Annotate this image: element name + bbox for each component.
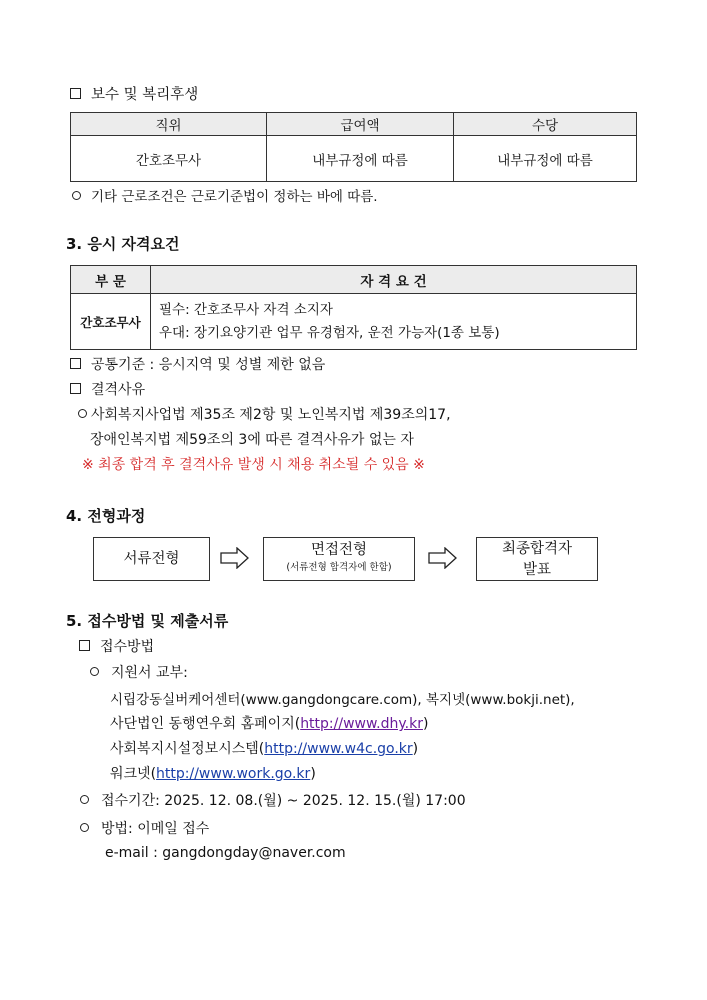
step-interview-label: 면접전형 [310, 542, 368, 558]
section5-title: 5. 접수방법 및 제출서류 [66, 612, 229, 630]
section4-title: 4. 전형과정 [66, 507, 146, 525]
square-bullet-icon [70, 88, 81, 99]
cancellation-warning: ※ 최종 합격 후 결격사유 발생 시 채용 취소될 수 있음 ※ [82, 457, 425, 473]
circle-bullet-icon [78, 409, 87, 418]
pay-header-allowance: 수당 [454, 113, 637, 136]
application-label: 지원서 교부: [90, 662, 188, 682]
square-bullet-icon [70, 383, 81, 394]
pay-header-position: 직위 [71, 113, 267, 136]
w4c-link[interactable]: http://www.w4c.go.kr [264, 741, 413, 757]
qual-req-required: 필수: 간호조무사 자격 소지자 [159, 301, 333, 318]
common-criteria: 공통기준 : 응시지역 및 성별 제한 없음 [70, 354, 325, 374]
contact-email: e-mail : gangdongday@naver.com [105, 845, 346, 861]
distribution-line1: 시립강동실버케어센터(www.gangdongcare.com), 복지넷(www.bokji.net), [110, 692, 575, 708]
circle-bullet-icon [80, 795, 89, 804]
square-bullet-icon [70, 358, 81, 369]
circle-bullet-icon [90, 667, 99, 676]
pay-cell-allowance: 내부규정에 따름 [454, 136, 637, 182]
qual-cell-req [151, 294, 637, 350]
step-interview-note: (서류전형 합격자에 한함) [286, 562, 392, 573]
disqualification-line1: 사회복지사업법 제35조 제2항 및 노인복지법 제39조의17, [78, 404, 451, 424]
circle-bullet-icon [80, 823, 89, 832]
qual-cell-dept: 간호조무사 [71, 294, 151, 350]
pay-heading: 보수 및 복리후생 [70, 83, 198, 104]
application-method: 방법: 이메일 접수 [80, 818, 209, 838]
worknet-link[interactable]: http://www.work.go.kr [156, 766, 311, 782]
pay-cell-position: 간호조무사 [71, 136, 267, 182]
application-period: 접수기간: 2025. 12. 08.(월) ~ 2025. 12. 15.(월) 17:00 [80, 790, 466, 810]
dhy-link[interactable]: http://www.dhy.kr [300, 716, 423, 732]
disqualification-heading: 결격사유 [70, 379, 145, 399]
distribution-line3: 사회복지시설정보시스템(http://www.w4c.go.kr) [110, 741, 419, 757]
circle-bullet-icon [72, 191, 81, 200]
step-final-announcement [476, 537, 598, 581]
distribution-line4: 워크넷(http://www.work.go.kr) [110, 766, 316, 782]
arrow-right-icon [428, 547, 458, 569]
step-interview [263, 537, 415, 581]
disqualification-line2: 장애인복지법 제59조의 3에 따른 결격사유가 없는 자 [90, 432, 414, 448]
pay-note: 기타 근로조건은 근로기준법이 정하는 바에 따름. [72, 185, 378, 205]
method-heading: 접수방법 [79, 636, 154, 656]
qualification-table [70, 265, 637, 350]
step-final-line2: 발표 [522, 562, 551, 578]
pay-table [70, 112, 637, 182]
qual-header-req: 자 격 요 건 [151, 266, 637, 294]
step-final-line1: 최종합격자 [501, 541, 573, 557]
step-document-screening: 서류전형 [93, 537, 210, 581]
distribution-line2: 사단법인 동행연우회 홈페이지(http://www.dhy.kr) [110, 716, 429, 732]
qual-req-preferred: 우대: 장기요양기관 업무 유경험자, 운전 가능자(1종 보통) [159, 324, 500, 341]
arrow-right-icon [220, 547, 250, 569]
pay-header-salary: 급여액 [267, 113, 454, 136]
qual-header-dept: 부 문 [71, 266, 151, 294]
pay-cell-salary: 내부규정에 따름 [267, 136, 454, 182]
square-bullet-icon [79, 640, 90, 651]
section3-title: 3. 응시 자격요건 [66, 235, 180, 253]
